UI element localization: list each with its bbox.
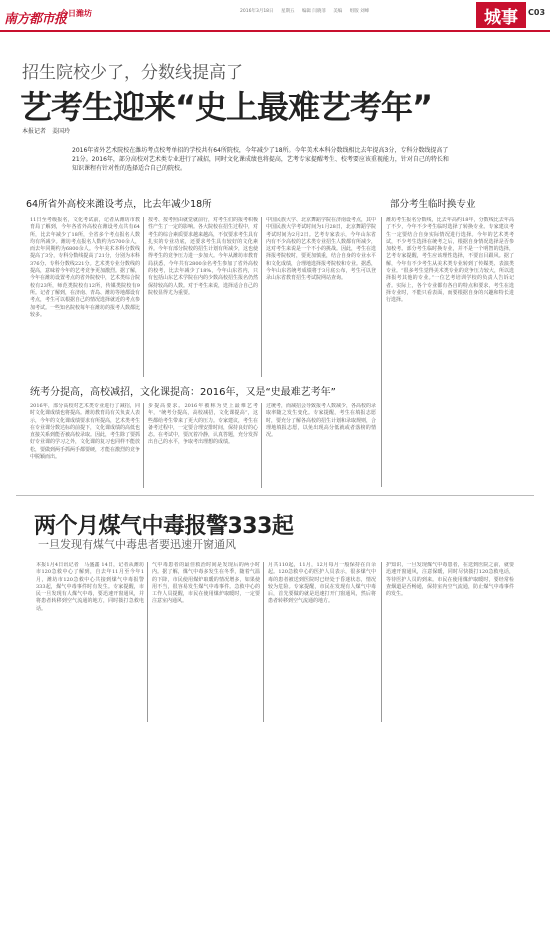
story1-subhead-c: 统考分提高，高校减招，文化课提高：2016年，又是“史最难艺考年” <box>30 387 336 398</box>
masthead-logo: 南方都市报 <box>4 12 67 27</box>
story1-col-b1: 潍坊考生报名分数线，比去年高约18年，分数线比去年高了不少，今年不少考生临时选择了转换专业。专家建议考生一定要结合自身实际情况进行选择。今年的艺术类考试，不少考生选择在统考之后，根据自身情况选择是否参加校考。部分考生临时换专业，并不是一个明智的选择，艺考专家提醒，考生应该理性选择，不要盲目跟风。据了解，今年有不少考生从美术类专业转到了传媒类、表演类专业。“很多考生觉得美术类专业的竞争压力较大，所以选择报考其他的专业。”一位艺考培训学校的负责人告诉记者。实际上，各个专业都有各自的特点和要求，考生在选择专业时，不能只看表面，而要根据自身的兴趣和特长进行选择。 <box>386 217 514 304</box>
header-designer: 美编 <box>333 9 343 14</box>
story1-subhead-b: 部分考生临时换专业 <box>390 199 476 210</box>
story-divider <box>16 495 534 496</box>
story1-headline: 艺考生迎来“史上最难艺考年” <box>20 88 433 126</box>
story2-col-2: 气中毒患者的最佳救治时间是发现后的两小时内。据了解，煤气中毒多发生在冬季，随着气温的下降，市民使用煤炉取暖的情况增多，如果使用不当，很容易发生煤气中毒事件。急救中心的工作人员提醒，市民在使用煤炉取暖时，一定要注意室内通风。 <box>152 562 260 605</box>
story1-col-a2: 按考、按考照由就觉就前行，对考生们的报考积极性产生了一定的影响。各大院校在招生过程中，对考生的综合素质要求越来越高，不仅要求考生具有扎实的专业功底，还要求考生具有较好的文化素养。今年有部分院校的招生计划有所减少，这也使得考生的竞争压力进一步加大。今年从潍坊市教育局获悉，今年共有2800余名考生参加了省外高校的校考，比去年减少了18%，今年山东省内，只有包括山东艺术学院在内的少数高校招生报名仍然保持较高的人数。对于考生来说，选择适合自己的院校显得尤为重要。 <box>148 217 258 296</box>
story1-kicker: 招生院校少了，分数线提高了 <box>22 63 243 83</box>
story2-deck: 一旦发现有煤气中毒患者要迅速开窗通风 <box>38 538 236 551</box>
story2-col-3: 月共110起，11月，12月每月一般保持在百余起。120急救中心的医护人员表示，很多煤气中毒的患者被送到医院时已经处于昏迷状态，情况较为危险。专家提醒，市民在发现有人煤气中毒后，首先要做的就是迅速打开门窗通风，然后将患者转移到空气流通的地方。 <box>268 562 376 605</box>
column-rule <box>381 217 382 487</box>
column-rule <box>263 562 264 722</box>
story1-col-c1: 2016年，部分高校对艺术类专业进行了减招，同时文化课成绩也将提高。潍坊教育局有关负责人表示，今年的文化课成绩要求有所提高，艺术类考生在专业课分数达标的前提下，文化课成绩的高低也直接关系到能否被高校录取。因此，考生除了要抓好专业课的学习之外，文化课的复习也同样不能放松，要做到两手抓两手都要硬，才能在激烈的竞争中脱颖而出。 <box>30 403 140 461</box>
story1-col-a1: 11日至考级报名，文化考试前，记者从潍坊市教育局了解到，今年各省外高校在潍设考点共有64所，比去年减少了18所，全省多个考点报名人数均有所减少。潍坊考点报名人数约为5700余人，而去年同期约为6800余人。今年美术本科分数线提高了3分，专科分数线提高了21分，分别为本科376分、专科分数线221分。艺术类专业分数线的提高，意味着今年的艺考竞争更加激烈。据了解，今年在潍坊设置考点的省外院校中，艺术类综合院校有23所，师范类院校有12所，传媒类院校有9所。记者了解到，在济南、青岛、潍坊等地都设有考点，考生可以根据自己的情况选择就近的考点参加考试。一些知名院校每年在潍坊的报考人数都比较多。 <box>30 217 140 318</box>
story1-col-c2: 步提高要求。2016年被称为史上最难艺考年，“统考分提高，高校减招，文化课提高”，这些都给考生带来了更大的压力。专家建议，考生在备考过程中，一定要合理安排时间，保持良好的心态。在考试中，要沉着冷静，认真答题，充分发挥出自己的水平，争取考出理想的成绩。 <box>148 403 258 446</box>
column-rule <box>143 217 144 377</box>
section-title: 城事 <box>484 7 518 28</box>
header-rule <box>0 30 550 32</box>
header-weekday: 星期五 <box>280 9 295 14</box>
story2-col-1: 本报1月4日讯记者 马盛鑫 14日，记者从潍坊市120急救中心了解到，自去年11月至今年1月，潍坊市120急救中心共接到煤气中毒报警333起，煤气中毒事件时有发生。专家提醒，市民一旦发现有人煤气中毒，要迅速开窗通风，并将患者转移到空气流通的地方，同时拨打急救电话。 <box>36 562 144 612</box>
page-header <box>0 0 550 40</box>
header-date: 2016年3月18日 <box>240 9 274 14</box>
story2-headline: 两个月煤气中毒报警333起 <box>34 514 294 539</box>
story2-col-4: 护知识，一旦发现煤气中毒患者，在送到医院之前，就要迅速开窗通风，注意保暖，同时尽快拨打120急救电话，等待医护人员的到来。市民在使用煤炉取暖时，要经常检查烟道是否畅通，保持室内空气流通，防止煤气中毒事件的发生。 <box>386 562 514 598</box>
column-rule <box>261 217 262 377</box>
column-rule <box>147 562 148 722</box>
header-section-label: 今日潍坊 <box>60 9 92 18</box>
story1-subhead-a: 64所省外高校来潍设考点，比去年减少18所 <box>26 199 212 210</box>
header-editor: 编辑 闫晓菲 <box>301 9 326 14</box>
page-number: C03 <box>528 8 546 17</box>
column-rule <box>261 403 262 488</box>
story1-lead: 2016年省外艺术院校在潍坊考点校考单招的学校共有64所院校，今年减少了18所。今年美术本科分数线相比去年提高3分，专科分数线提高了21分。2016年，部分高校对艺术类专业进行了减招，同时文化课成绩也将提高，艺考专家提醒考生、校考要应该重视能力，针对自己的特长和知识课程有针对性的选择适合自己的院校。 <box>72 147 449 172</box>
header-meta <box>240 8 375 14</box>
story1-col-c3: 过统考，而减招会导致报考人数减少，各高校的录取率随之发生变化。专家提醒，考生在填报志愿时，要充分了解各高校的招生计划和录取规则，合理地填报志愿，以免出现高分低就或者落榜的情况。 <box>266 403 376 439</box>
header-layout: 组版 刘峰 <box>349 9 370 14</box>
story1-byline: 本报记者 姜国玲 <box>22 128 71 135</box>
column-rule <box>143 403 144 488</box>
section-badge <box>476 2 526 28</box>
column-rule <box>381 562 382 722</box>
story1-col-a3: 中国民族大学、北京舞蹈学院在济南设考点，其中中国民族大学考试时间为1月28日，北京舞蹈学院考试时间为2月2日。艺考专家表示，今年山东省内有不少高校的艺术类专业招生人数都有所减少，这对考生来说是一个不小的挑战。因此，考生在选择报考院校时，要更加慎重，结合自身的专业水平和文化成绩，合理地选择报考院校和专业。据悉，今年山东省统考成绩将于3月底公布，考生可以登录山东省教育招生考试院网站查询。 <box>266 217 376 282</box>
